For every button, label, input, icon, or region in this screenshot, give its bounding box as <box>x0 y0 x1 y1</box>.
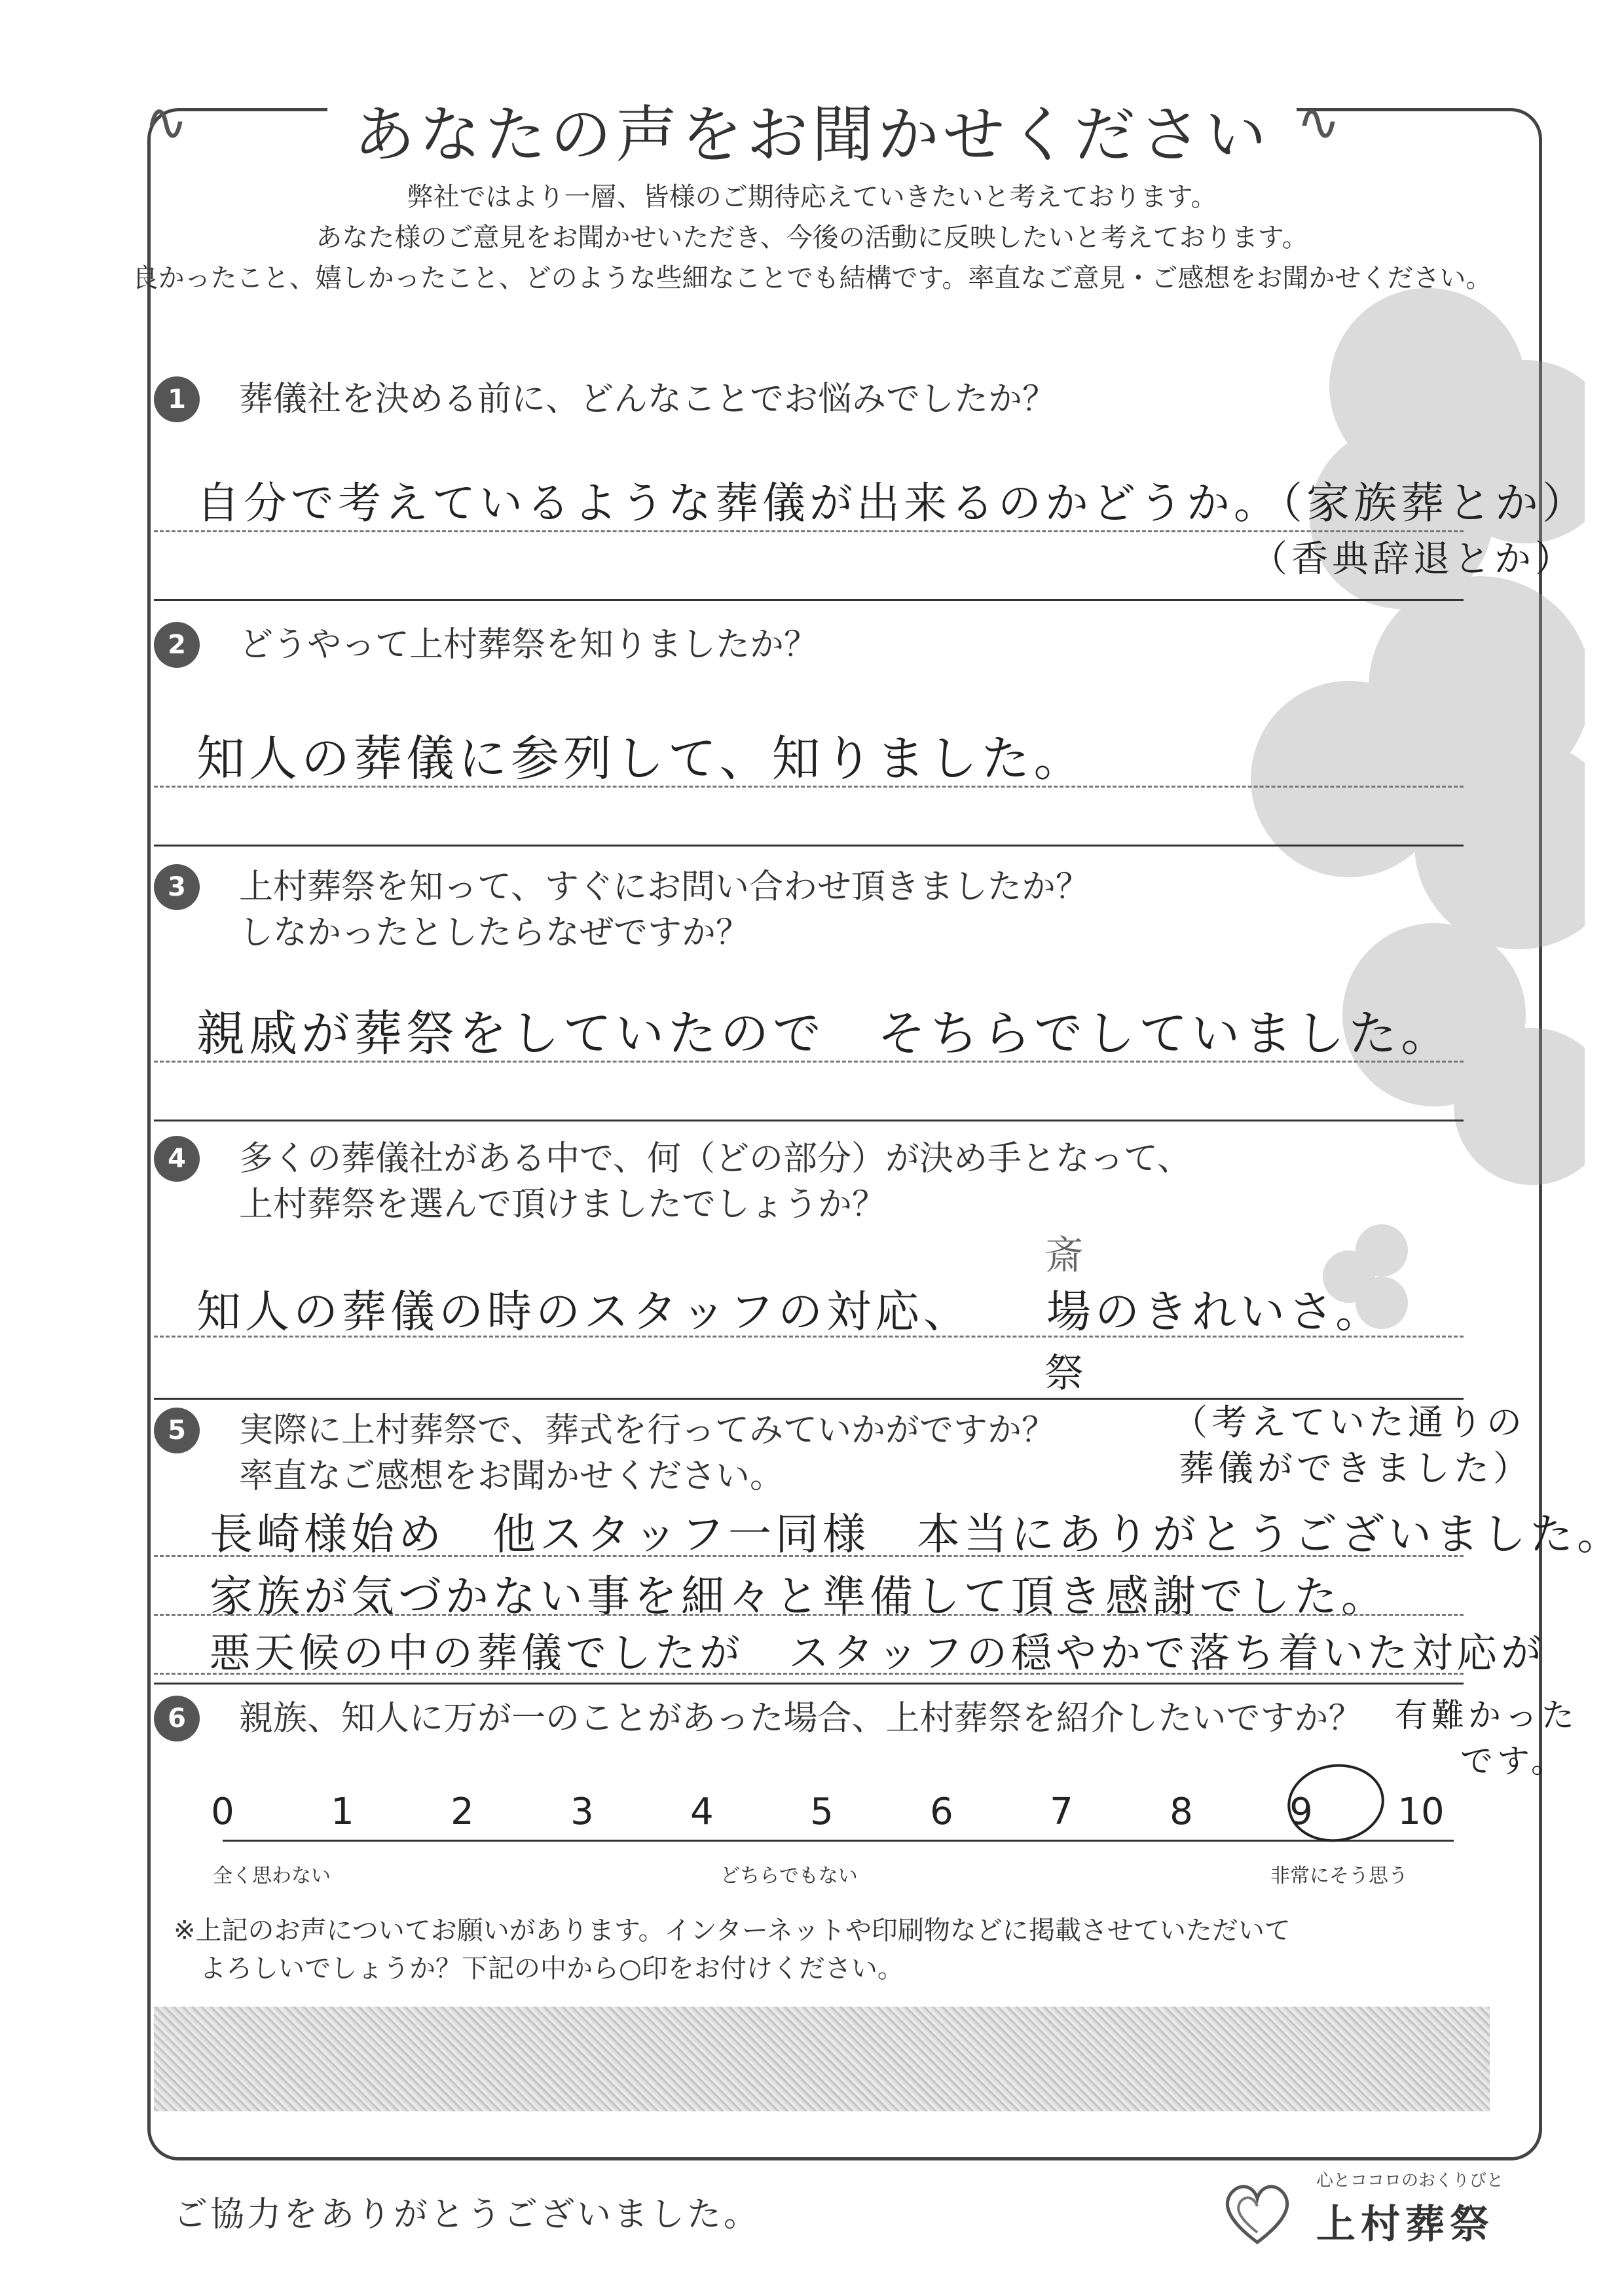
section-divider <box>154 1683 1464 1685</box>
question-text: しなかったとしたらなぜですか？ <box>239 913 750 953</box>
company-logo <box>1218 2167 1506 2259</box>
answer-line <box>154 786 1464 788</box>
flower-watermark-icon <box>1218 282 1585 1394</box>
page-title: あなたの声をお聞かせください <box>0 85 1624 173</box>
question-number: 3 <box>154 864 200 910</box>
scale-tick[interactable]: 6 <box>930 1791 953 1833</box>
section-divider <box>154 599 1464 601</box>
answer-5-line: 家族が気づかない事を細々と準備して頂き感謝でした。 <box>210 1571 1388 1622</box>
question-text: 多くの葬儀社がある中で、何（どの部分）が決め手となって、 <box>239 1139 1191 1178</box>
scale-label-mid: どちらでもない <box>720 1865 858 1887</box>
answer-1-line-1: 自分で考えているような葬儀が出来るのかどうか。（家族葬とか） <box>196 478 1589 528</box>
question-text: どうやって上村葬祭を知りましたか？ <box>239 625 819 665</box>
answer-line <box>154 1061 1464 1063</box>
answer-2: 知人の葬儀に参列して、知りました。 <box>196 731 1086 787</box>
intro-line: 弊社ではより一層、皆様のご期待応えていきたいと考えております。 <box>407 182 1217 212</box>
question-number: 1 <box>154 376 200 422</box>
answer-6-side: です。 <box>1460 1742 1568 1780</box>
rating-scale[interactable] <box>211 1791 1467 1895</box>
scale-label-low: 全く思わない <box>213 1865 331 1887</box>
question-text: 親族、知人に万が一のことがあった場合、上村葬祭を紹介したいですか？ <box>239 1699 1363 1738</box>
scale-tick[interactable]: 7 <box>1050 1791 1073 1833</box>
scale-tick[interactable]: 5 <box>810 1791 834 1833</box>
scale-tick-selected[interactable]: 9 <box>1289 1791 1313 1833</box>
swirl-left-icon: ∿ <box>144 92 189 153</box>
answer-1-line-2: （香典辞退とか） <box>1251 538 1576 581</box>
scale-tick[interactable]: 1 <box>331 1791 354 1833</box>
answer-5-side: 葬儀ができました） <box>1179 1448 1532 1489</box>
answer-5-line: 悪天候の中の葬儀でしたが スタッフの穏やかで落ち着いた対応が <box>210 1629 1546 1677</box>
question-text: 率直なご感想をお聞かせください。 <box>239 1457 784 1496</box>
answer-line <box>154 1673 1464 1675</box>
answer-line <box>154 1555 1464 1557</box>
scale-tick[interactable]: 3 <box>570 1791 594 1833</box>
question-number: 5 <box>154 1408 200 1453</box>
answer-line <box>154 1336 1464 1338</box>
heart-logo-icon <box>1218 2174 1297 2252</box>
answer-4-insert: 斎 <box>1044 1233 1088 1279</box>
thanks-text: ご協力をありがとうございました。 <box>174 2195 761 2234</box>
note-line: よろしいでしょうか？下記の中から○印をお付けください。 <box>174 1954 904 1984</box>
question-text: 上村葬祭を選んで頂けましたでしょうか？ <box>239 1185 887 1224</box>
question-number: 4 <box>154 1136 200 1182</box>
note-line: ※上記のお声についてお願いがあります。インターネットや印刷物などに掲載させていただいて <box>174 1916 1291 1946</box>
section-divider <box>154 845 1464 847</box>
logo-tagline: 心とココロのおくりびと <box>1316 2171 1504 2191</box>
answer-3: 親戚が葬祭をしていたので そちらでしていました。 <box>196 1006 1454 1062</box>
scale-tick[interactable]: 2 <box>451 1791 474 1833</box>
answer-4-insert: 祭 <box>1044 1351 1088 1396</box>
question-text: 上村葬祭を知って、すぐにお問い合わせ頂きましたか？ <box>239 867 1090 907</box>
answer-4: 知人の葬儀の時のスタッフの対応、 場のきれいさ。 <box>196 1286 1384 1338</box>
intro-text <box>0 177 1624 299</box>
scale-tick[interactable]: 4 <box>690 1791 714 1833</box>
answer-line <box>154 1614 1464 1616</box>
scale-tick[interactable]: 0 <box>211 1791 234 1833</box>
consent-note <box>174 1912 1291 1988</box>
question-text: 葬儀社を決める前に、どんなことでお悩みでしたか？ <box>239 380 1057 419</box>
consent-options-redacted <box>154 2007 1490 2111</box>
question-number: 6 <box>154 1696 200 1741</box>
scale-tick[interactable]: 10 <box>1397 1791 1445 1833</box>
scale-tick[interactable]: 8 <box>1170 1791 1193 1833</box>
section-divider <box>154 1120 1464 1121</box>
intro-line: 良かったこと、嬉しかったこと、どのような些細なことでも結構です。率直なご意見・ご感想をお聞かせください。 <box>132 263 1492 293</box>
question-number: 2 <box>154 622 200 668</box>
scale-axis <box>223 1840 1454 1842</box>
answer-line <box>154 530 1464 532</box>
intro-line: あなた様のご意見をお聞かせいただき、今後の活動に反映したいと考えております。 <box>316 223 1308 253</box>
swirl-right-icon: ∿ <box>1297 92 1341 153</box>
answer-5-side: （考えていた通りの <box>1172 1402 1526 1443</box>
logo-name: 上村葬祭 <box>1316 2202 1494 2248</box>
question-text: 実際に上村葬祭で、葬式を行ってみていかがですか？ <box>239 1411 1056 1450</box>
answer-5-line: 長崎様始め 他スタッフ一同様 本当にありがとうございました。 <box>210 1509 1624 1559</box>
scale-label-high: 非常にそう思う <box>1270 1865 1408 1887</box>
answer-6-side: 有難かった <box>1395 1696 1578 1734</box>
